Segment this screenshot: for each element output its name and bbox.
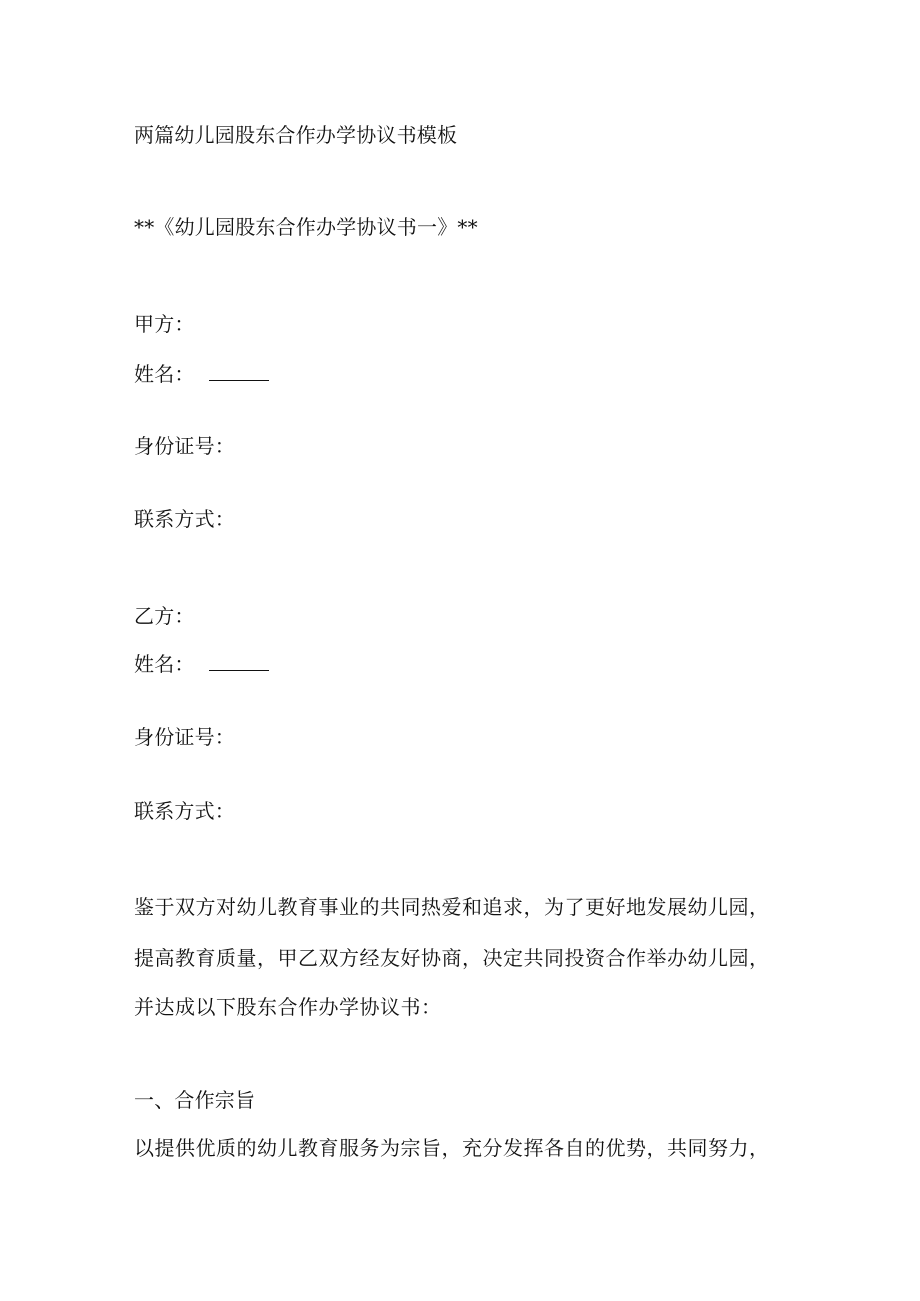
party-b-id-label: 身份证号： (134, 725, 235, 749)
preamble-line-3: 并达成以下股东合作办学协议书： (134, 995, 442, 1019)
party-a-name-row (134, 360, 269, 388)
party-a-name-label: 姓名： (134, 362, 195, 386)
party-b-name-row (134, 650, 269, 678)
section-1-line-1: 以提供优质的幼儿教育服务为宗旨，充分发挥各自的优势，共同努力， (134, 1136, 770, 1160)
section-1-heading: 一、合作宗旨 (134, 1088, 256, 1112)
preamble-line-2: 提高教育质量，甲乙双方经友好协商，决定共同投资合作举办幼儿园， (134, 946, 770, 970)
party-a-contact-label: 联系方式： (134, 507, 235, 531)
party-b-heading: 乙方： (134, 604, 195, 628)
party-a-id-label: 身份证号： (134, 434, 235, 458)
party-b-contact-label: 联系方式： (134, 799, 235, 823)
document-subtitle: **《幼儿园股东合作办学协议书一》** (134, 215, 478, 239)
party-b-name-blank (209, 652, 269, 671)
document-title: 两篇幼儿园股东合作办学协议书模板 (134, 123, 458, 147)
preamble-line-1: 鉴于双方对幼儿教育事业的共同热爱和追求，为了更好地发展幼儿园， (134, 895, 770, 919)
party-b-name-label: 姓名： (134, 652, 195, 676)
party-a-heading: 甲方： (134, 312, 195, 336)
party-a-name-blank (209, 362, 269, 381)
